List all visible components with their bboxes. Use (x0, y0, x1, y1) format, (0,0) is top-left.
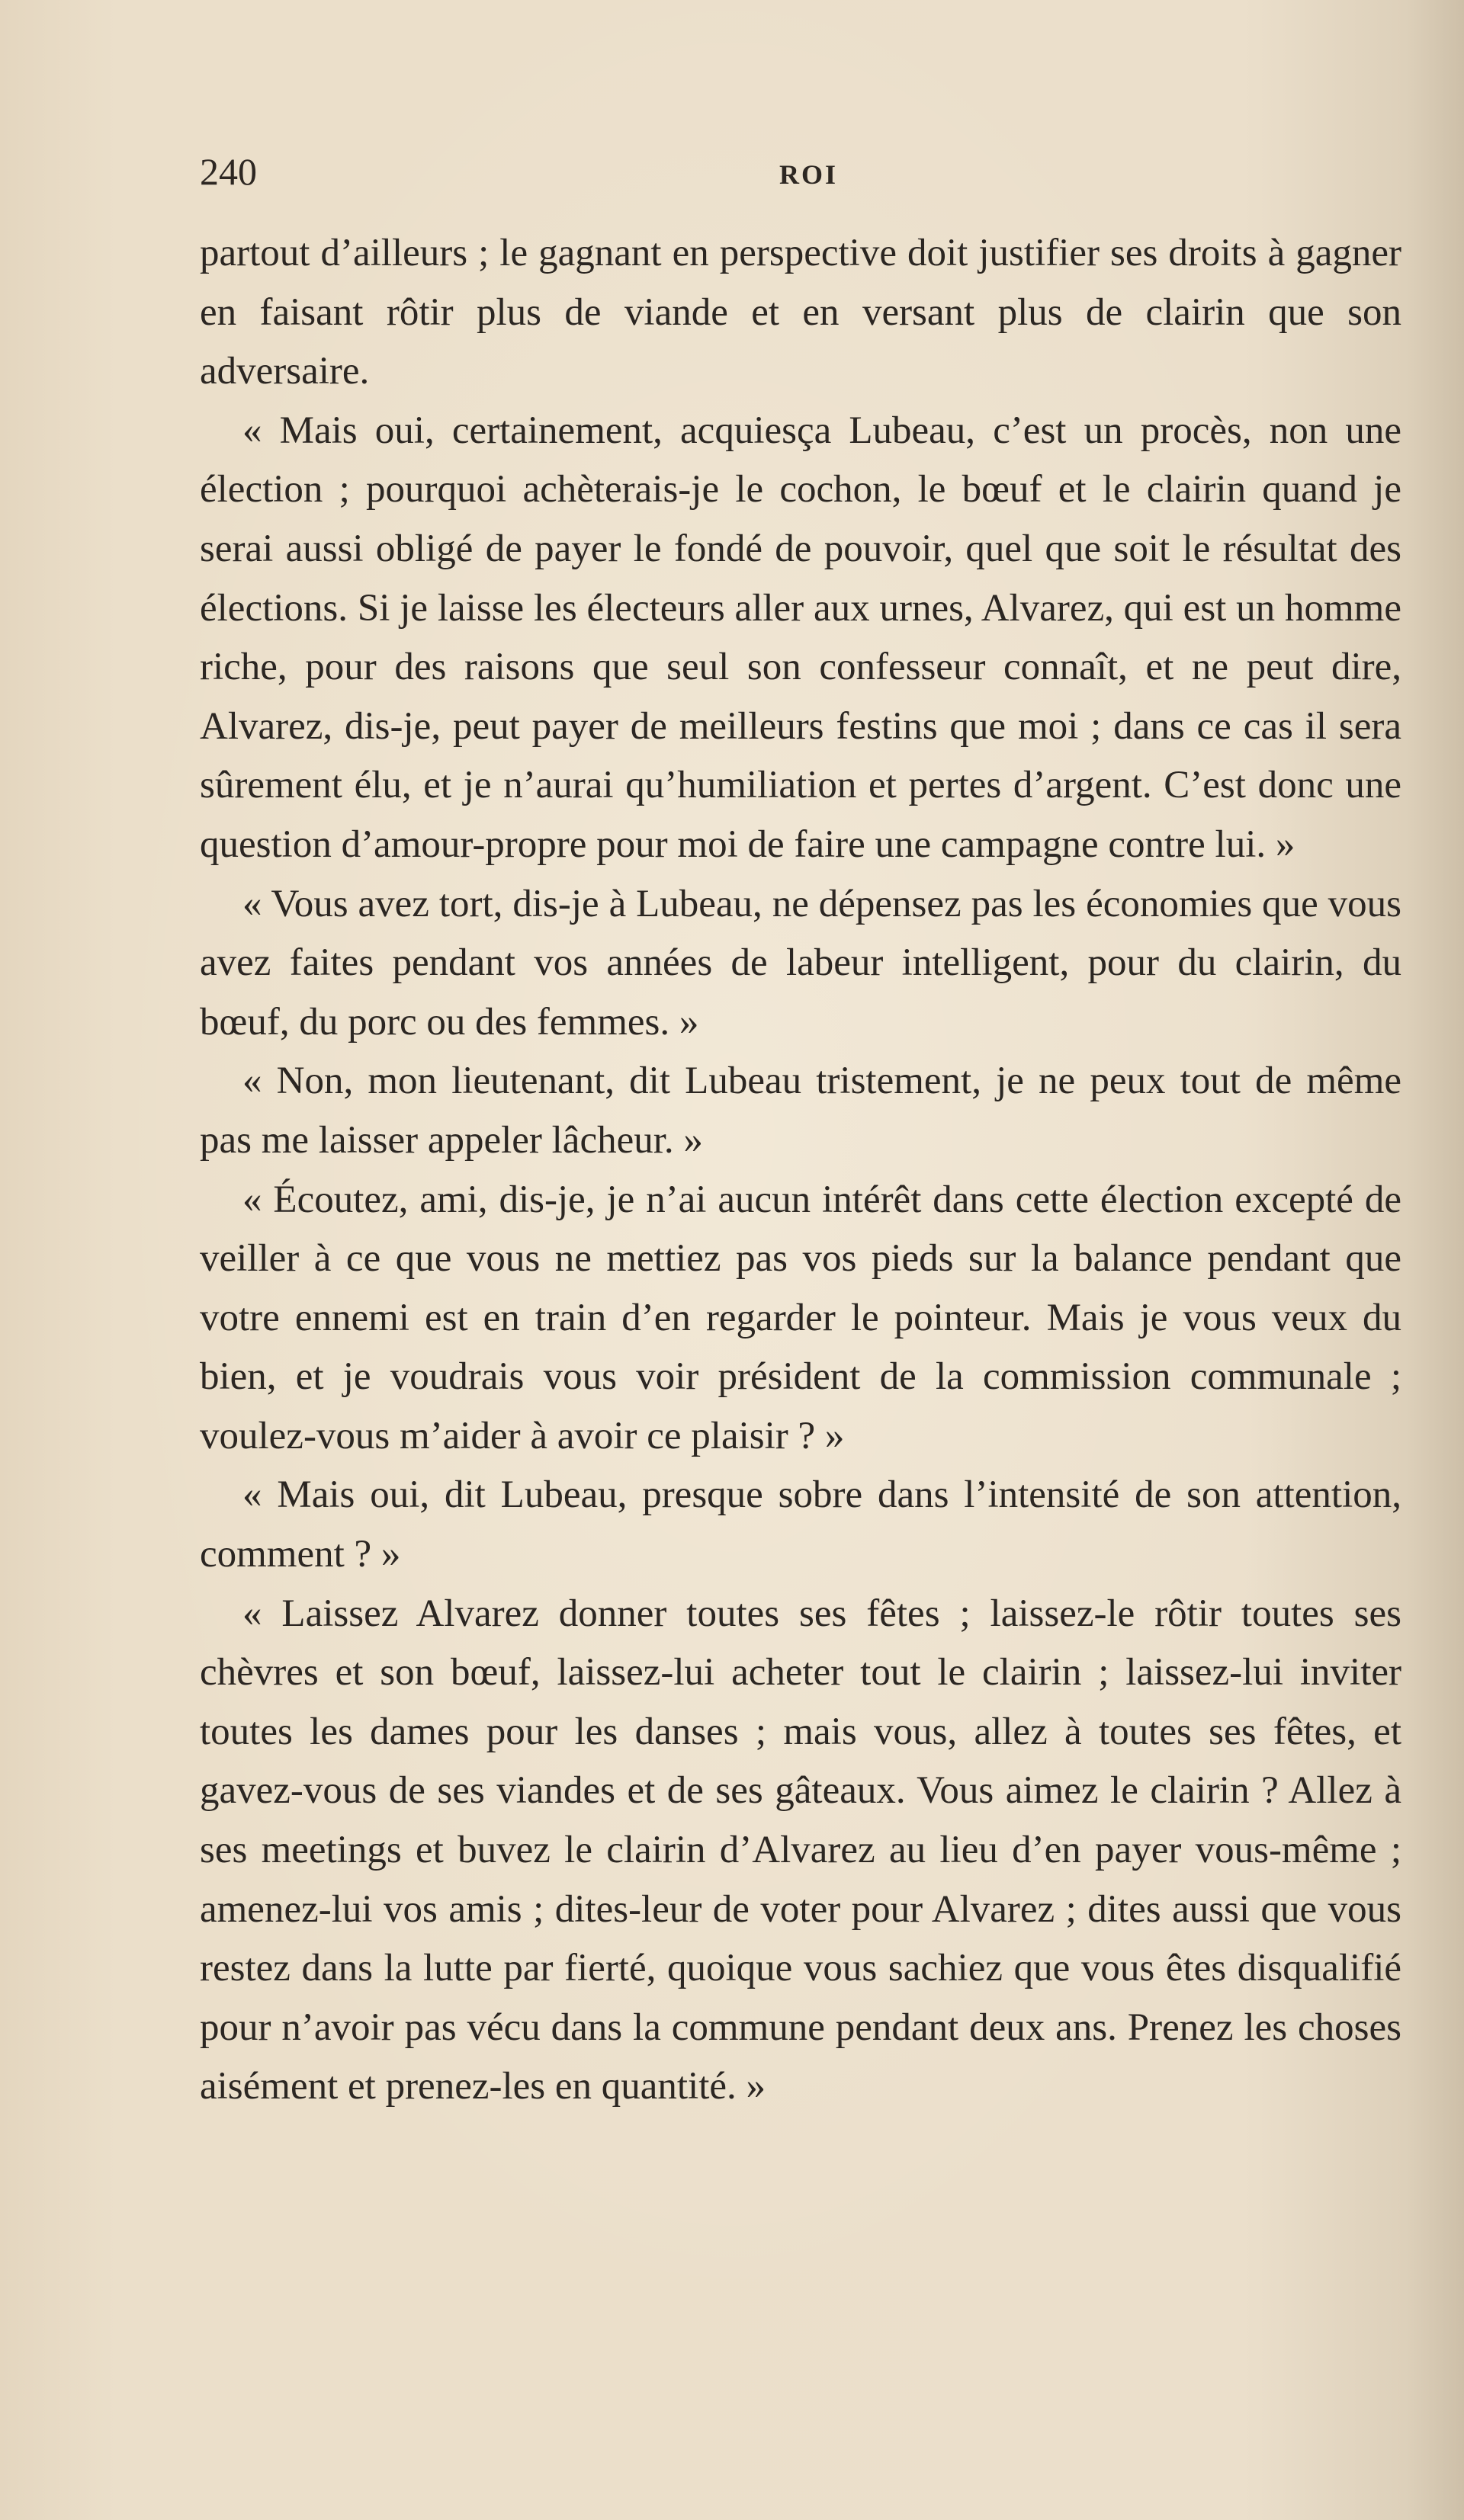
paragraph: partout d’ailleurs ; le gagnant en perspective doit justifier ses droits à gagner en faisant rôtir plus de viande et en versant plus de clairin que son adversaire. (200, 232, 1401, 393)
paragraph: « Mais oui, dit Lubeau, presque sobre dans l’intensité de son attention, comment ? » (200, 1473, 1401, 1576)
paragraph: « Vous avez tort, dis-je à Lubeau, ne dépensez pas les économies que vous avez faites pendant vos années de labeur intelligent, pour du clairin, du bœuf, du porc ou des femmes. » (200, 882, 1401, 1044)
paragraph: « Écoutez, ami, dis-je, je n’ai aucun intérêt dans cette élection excepté de veiller à ce que vous ne mettiez pas vos pieds sur la balance pendant que votre ennemi est en train d’en regarder le pointeur. Mais je vous veux du bien, et je voudrais vous voir président de la commission communale ; voulez-vous m’aider à avoir ce plaisir ? » (200, 1178, 1401, 1457)
paragraph: « Non, mon lieutenant, dit Lubeau tristement, je ne peux tout de même pas me laisser appeler lâcheur. » (200, 1060, 1401, 1162)
paragraph: « Laissez Alvarez donner toutes ses fêtes ; laissez-le rôtir toutes ses chèvres et son bœuf, laissez-lui acheter tout le clairin ; laissez-lui inviter toutes les dames pour les danses ; mais vous, allez à toutes ses fêtes, et gavez-vous de ses viandes et de ses gâteaux. Vous aimez le clairin ? Allez à ses meetings et buvez le clairin d’Alvarez au lieu d’en payer vous-même ; amenez-lui vos amis ; dites-leur de voter pour Alvarez ; dites aussi que vous restez dans la lutte par fierté, quoique vous sachiez que vous êtes disqualifié pour n’avoir pas vécu dans la commune pendant deux ans. Prenez les choses aisément et prenez-les en quantité. » (200, 1592, 1401, 2108)
paragraph: « Mais oui, certainement, acquiesça Lubeau, c’est un procès, non une élection ; pourquoi achèterais-je le cochon, le bœuf et le clairin quand je serai aussi obligé de payer le fondé de pouvoir, quel que soit le résultat des élections. Si je laisse les électeurs aller aux urnes, Alvarez, qui est un homme riche, pour des raisons que seul son confesseur connaît, et ne peut dire, Alvarez, dis-je, peut payer de meilleurs festins que moi ; dans ce cas il sera sûrement élu, et je n’aurai qu’humiliation et pertes d’argent. C’est donc une question d’amour-propre pour moi de faire une campagne contre lui. » (200, 409, 1401, 866)
page-number: 240 (200, 150, 257, 193)
page-header (200, 149, 1405, 204)
running-title: ROI (779, 159, 839, 190)
body-text (200, 224, 1401, 2117)
